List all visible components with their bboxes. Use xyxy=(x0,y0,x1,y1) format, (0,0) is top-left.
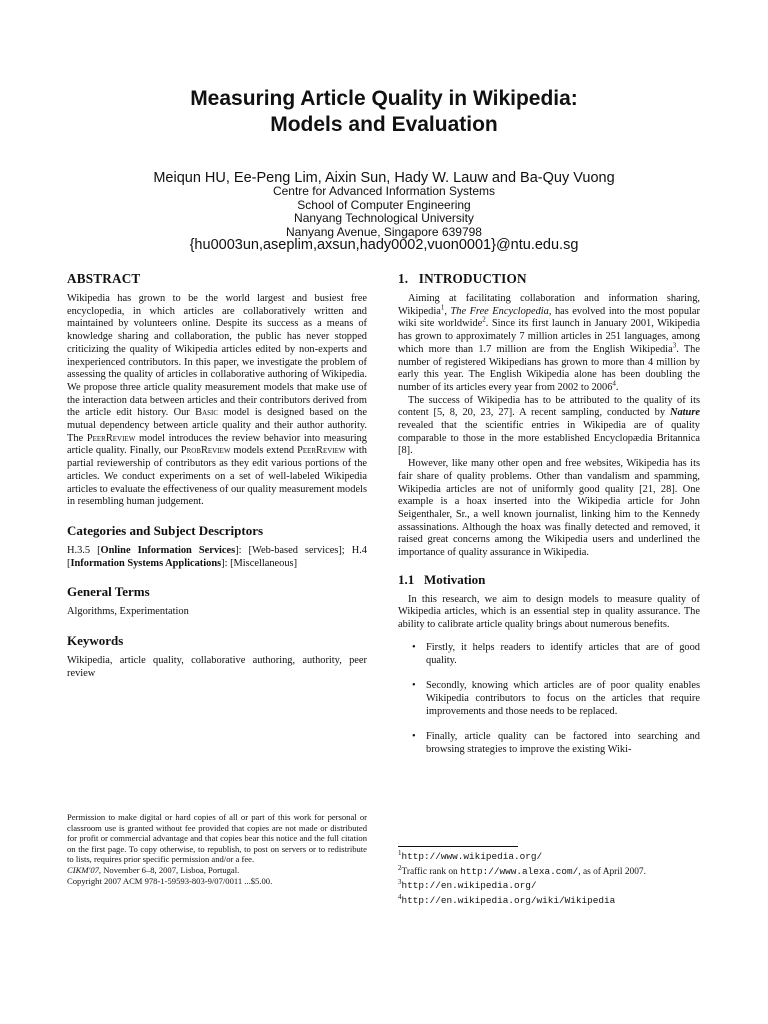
affiliation-line: Nanyang Technological University xyxy=(294,211,474,225)
text-run: . xyxy=(615,381,619,393)
footnote-number: 3 xyxy=(398,877,402,886)
abstract-part: model introduces the review behavior into measuring article quality. Finally, our xyxy=(67,432,367,457)
motivation-heading: 1.1 Motivation xyxy=(398,571,486,587)
abstract-part: with partial reviewership of contributors as they edit various portions of the articles. We conduct experiments on a set of well-labeled Wikipedia articles to evaluate the effectiveness of our quality measurement models in resembling human judgement. xyxy=(67,445,367,508)
list-item xyxy=(398,642,700,667)
text-run: . Since its first launch in January 2001, Wikipedia has grown to approximately 7 million articles in 251 languages, among which more than 1.7 million are from the English Wikipedia xyxy=(398,318,700,355)
affiliation-line: School of Computer Engineering xyxy=(297,197,471,212)
left-column xyxy=(67,271,367,680)
footnotes xyxy=(398,846,700,908)
bullet-icon: • xyxy=(412,731,416,743)
keywords-text: Wikipedia, article quality, collaborative authoring, authority, peer review xyxy=(67,655,367,679)
footnote-link[interactable]: http://en.wikipedia.org/ xyxy=(401,880,537,891)
footnote-ref: 4 xyxy=(612,379,616,388)
conference-details: November 6–8, 2007, Lisboa, Portugal. xyxy=(101,864,240,875)
text-run: . The number of registered Wikipedians has grown to more than 4 million by early this year. The English Wikipedia alone has been doubling the number of its articles every year from 2002 to 2006 xyxy=(398,343,700,393)
bullet-icon: • xyxy=(412,680,416,692)
abstract-text xyxy=(67,293,367,509)
benefit-list xyxy=(398,642,700,757)
affiliation-line: Centre for Advanced Information Systems xyxy=(272,184,496,198)
footnote-ref: 2 xyxy=(482,315,486,324)
footnote-number: 1 xyxy=(398,848,402,857)
author-emails: {hu0003un,aseplim,axsun,hady0002,vuon0001}@ntu.edu.sg xyxy=(189,237,579,253)
permission-notice xyxy=(67,812,367,886)
text-run: , has evolved into the most popular wiki site worldwide xyxy=(398,305,701,330)
footnote-ref: 1 xyxy=(440,303,445,312)
title-line-2: Models and Evaluation xyxy=(270,113,498,136)
footnote-number: 2 xyxy=(398,863,402,872)
author-list: Meiqun HU, Ee-Peng Lim, Aixin Sun, Hady W. Lauw and Ba-Quy Vuong xyxy=(153,170,615,186)
footnote-link[interactable]: http://www.wikipedia.org/ xyxy=(401,851,543,862)
general-terms-text: Algorithms, Experimentation xyxy=(67,606,189,618)
conference-line xyxy=(67,865,367,876)
footnote-link[interactable]: http://en.wikipedia.org/wiki/Wikipedia xyxy=(401,894,616,906)
footnote xyxy=(398,850,700,865)
right-column xyxy=(398,271,700,770)
intro-paragraph-1 xyxy=(398,293,700,395)
model-name-basic: Basic xyxy=(195,407,219,419)
footnote xyxy=(398,865,700,880)
intro-paragraph-2 xyxy=(398,395,700,459)
permission-text: Permission to make digital or hard copies of all or part of this work for personal or classroom use is granted without fee provided that copies are not made or distributed for profit or commercial advantage and that copies bear this notice and the full citation on the first page. To copy otherwise, to republish, to post on servers or to redistribute to lists, requires prior specific permission and/or a fee. xyxy=(67,812,367,865)
model-name-probreview: ProbReview xyxy=(180,445,231,457)
general-terms-heading: General Terms xyxy=(67,584,150,600)
categories-heading: Categories and Subject Descriptors xyxy=(67,522,264,538)
text-run: revealed that the scientific entries in Wikipedia are of quality comparable to those in the more established Encyclopædia Britannica [8]. xyxy=(398,420,700,457)
bullet-icon: • xyxy=(412,641,416,653)
list-item-text: Secondly, knowing which articles are of poor quality enables Wikipedia contributors to focus on the articles that require improvements and those needs to be replaced. xyxy=(426,680,700,717)
text-run: Nature xyxy=(669,407,700,419)
abstract-part: model is designed based on the mutual dependency between article quality and their author authority. The xyxy=(67,407,367,444)
title-line-1: Measuring Article Quality in Wikipedia: xyxy=(190,87,578,110)
affiliation-line: Nanyang Avenue, Singapore 639798 xyxy=(286,224,482,239)
model-name-peerreview: PeerReview xyxy=(86,432,136,444)
categories-part: H.3.5 [ xyxy=(67,544,101,556)
list-item xyxy=(398,680,700,718)
affiliation xyxy=(0,185,768,239)
paper-title xyxy=(0,86,768,138)
abstract-part: Wikipedia has grown to be the world largest and busiest free encyclopedia, in which articles are collaboratively written and maintained by volunteers online. Despite its success as a means of knowledge sharing and collaboration, the public has never stopped criticizing the quality of Wikipedia articles edited by non-experts and inexperienced contributors. In this paper, we investigate the problem of assessing the quality of articles in collaborative authoring of Wikipedia. We propose three article quality measurement models that make use of the interaction data between articles and their contributors derived from the article edit history. Our xyxy=(67,293,367,419)
introduction-heading: 1. INTRODUCTION xyxy=(398,271,527,286)
categories-part: ]: [Web-based services]; H.4 [ xyxy=(67,544,367,569)
category-bold: Information Systems Applications xyxy=(70,557,222,569)
conference-name: CIKM'07, xyxy=(67,864,102,875)
abstract-heading: ABSTRACT xyxy=(67,271,141,286)
abstract-part: models extend xyxy=(233,445,295,457)
footnote-text: , as of April 2007. xyxy=(578,866,646,877)
model-name-peerreview: PeerReview xyxy=(297,445,346,457)
category-bold: Online Information Services xyxy=(100,544,236,556)
copyright-line: Copyright 2007 ACM 978-1-59593-803-9/07/0011 ...$5.00. xyxy=(67,875,273,886)
footnote xyxy=(398,879,700,894)
text-run: The success of Wikipedia has to be attributed to the quality of its content [5, 8, 20, 23, 27]. A recent sampling, conducted by xyxy=(398,394,700,419)
text-run: The Free Encyclopedia xyxy=(450,305,549,317)
footnote-number: 4 xyxy=(398,892,402,901)
list-item-text: Firstly, it helps readers to identify articles that are of good quality. xyxy=(426,641,700,666)
list-item-text: Finally, article quality can be factored into searching and browsing strategies to improve the existing Wiki- xyxy=(426,731,700,756)
keywords-heading: Keywords xyxy=(67,633,124,649)
footnote-divider xyxy=(398,846,518,847)
categories-part: ]: [Miscellaneous] xyxy=(221,557,298,569)
text-run: Aiming at facilitating collaboration and information sharing, Wikipedia xyxy=(398,293,700,317)
categories-text xyxy=(67,545,367,570)
footnote-ref: 3 xyxy=(672,341,677,350)
text-run: , xyxy=(444,305,451,317)
intro-paragraph-3: However, like many other open and free websites, Wikipedia has its fair share of quality problems. Other than vandalism and spamming, Wikipedia articles are not of uniformly good quality [21, 28]. One example is a hoax inserted into the Wikipedia article for John Seigenthaler, Sr., a well known journalist, linking him to the Kennedy assassinations. Although the hoax was finally detected and removed, it raised great concerns among the Wikipedia users and underlined the importance of quality assurance in Wikipedia. xyxy=(398,458,700,559)
list-item xyxy=(398,731,700,756)
footnote-link[interactable]: http://www.alexa.com/ xyxy=(460,865,579,877)
footnote-text: Traffic rank on xyxy=(401,866,461,877)
footnote xyxy=(398,894,700,909)
motivation-paragraph: In this research, we aim to design models to measure quality of Wikipedia articles, which is an essential step in quality assurance. The ability to calibrate article quality brings about numerous benefits. xyxy=(398,593,700,631)
